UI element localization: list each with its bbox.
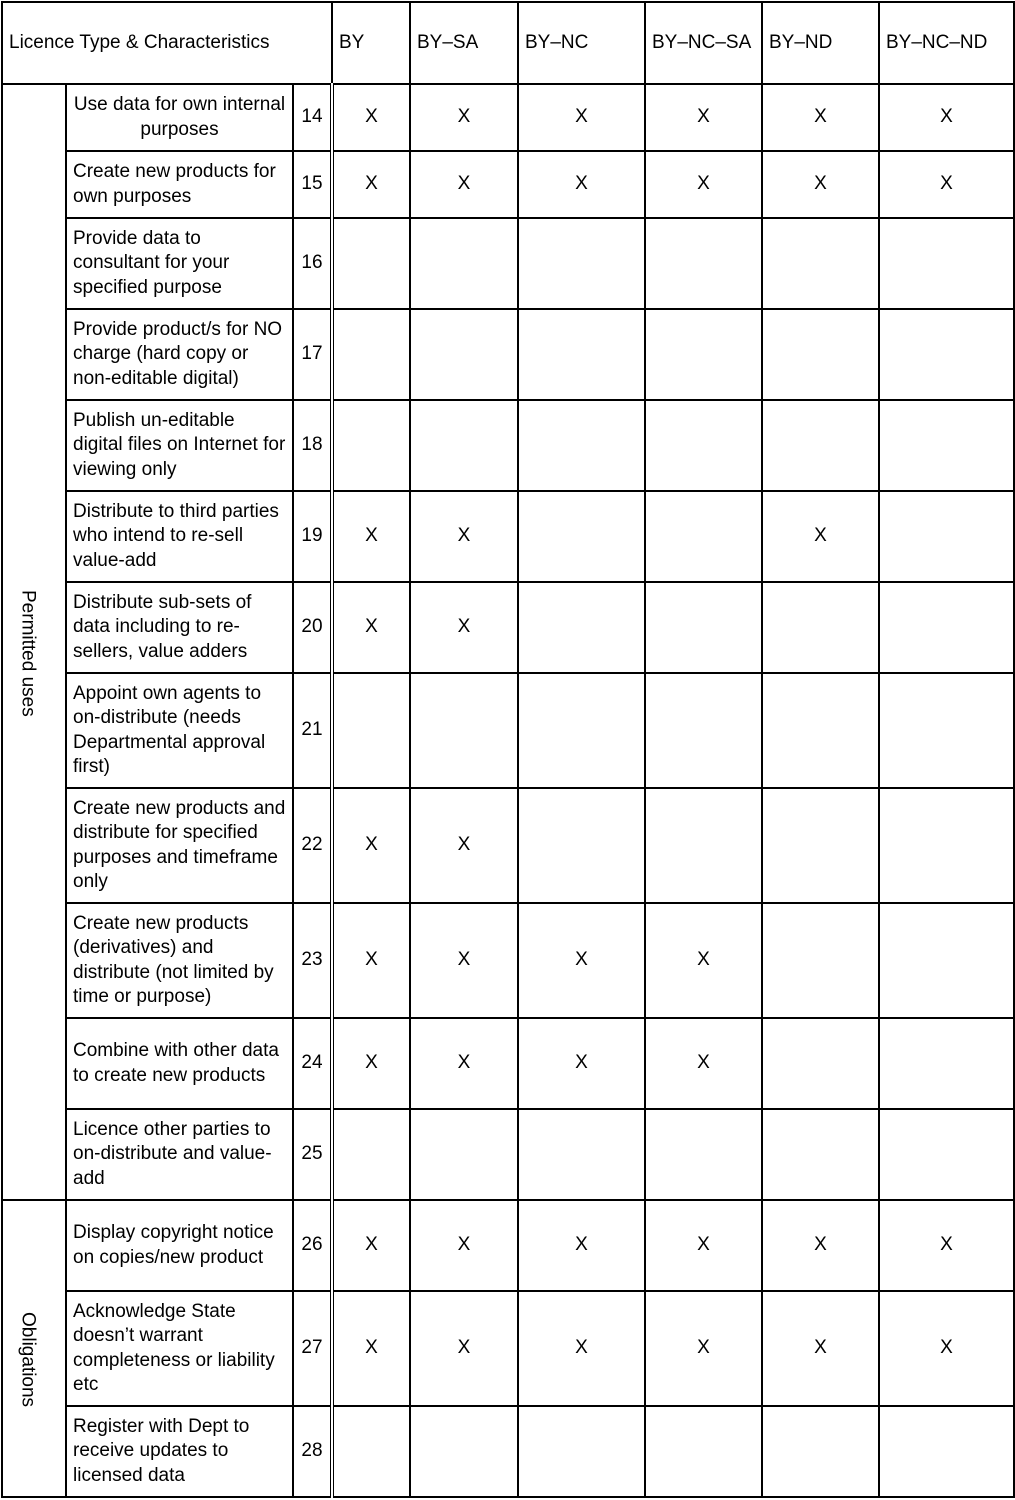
table-row — [2, 1018, 1014, 1109]
permission-mark: X — [762, 491, 879, 582]
permission-mark: X — [332, 788, 410, 903]
table-row — [2, 84, 1014, 151]
licence-comparison-table — [1, 1, 1015, 1498]
permission-mark — [879, 788, 1014, 903]
row-number: 15 — [293, 151, 332, 218]
permission-mark — [645, 1406, 762, 1497]
permission-mark — [645, 491, 762, 582]
row-number: 16 — [293, 218, 332, 309]
table-row — [2, 788, 1014, 903]
permission-mark: X — [410, 1018, 518, 1109]
permission-mark — [879, 400, 1014, 491]
row-number: 23 — [293, 903, 332, 1018]
permission-mark — [879, 903, 1014, 1018]
permission-mark — [645, 788, 762, 903]
table-row — [2, 151, 1014, 218]
permission-mark: X — [762, 1291, 879, 1406]
row-number: 18 — [293, 400, 332, 491]
licence-column-header: BY–NC–SA — [645, 2, 762, 84]
row-number: 24 — [293, 1018, 332, 1109]
permission-mark — [518, 218, 645, 309]
row-description: Publish un-editable digital files on Internet for viewing only — [66, 400, 293, 491]
group-label-cell — [2, 1200, 66, 1497]
permission-mark: X — [410, 788, 518, 903]
permission-mark: X — [332, 582, 410, 673]
table-body — [2, 2, 1014, 1497]
permission-mark — [762, 1018, 879, 1109]
permission-mark — [879, 582, 1014, 673]
permission-mark: X — [518, 151, 645, 218]
licence-column-header: BY — [332, 2, 410, 84]
permission-mark: X — [518, 84, 645, 151]
row-description: Distribute to third parties who intend to re-sell value-add — [66, 491, 293, 582]
permission-mark — [762, 673, 879, 788]
permission-mark — [879, 218, 1014, 309]
table-row — [2, 309, 1014, 400]
permission-mark — [879, 309, 1014, 400]
permission-mark: X — [410, 1291, 518, 1406]
permission-mark — [410, 218, 518, 309]
row-number: 20 — [293, 582, 332, 673]
permission-mark: X — [332, 903, 410, 1018]
permission-mark — [762, 218, 879, 309]
permission-mark — [410, 1109, 518, 1200]
permission-mark — [762, 903, 879, 1018]
permission-mark — [518, 582, 645, 673]
group-label-cell — [2, 84, 66, 1200]
permission-mark — [518, 1109, 645, 1200]
permission-mark: X — [518, 1291, 645, 1406]
table-row — [2, 1406, 1014, 1497]
permission-mark — [645, 582, 762, 673]
permission-mark: X — [410, 491, 518, 582]
row-description: Provide product/s for NO charge (hard copy or non-editable digital) — [66, 309, 293, 400]
permission-mark — [879, 1109, 1014, 1200]
permission-mark — [645, 673, 762, 788]
permission-mark: X — [332, 84, 410, 151]
row-description: Create new products for own purposes — [66, 151, 293, 218]
permission-mark — [879, 1406, 1014, 1497]
row-description: Distribute sub-sets of data including to re-sellers, value adders — [66, 582, 293, 673]
permission-mark — [332, 1406, 410, 1497]
permission-mark — [762, 1109, 879, 1200]
table-row — [2, 903, 1014, 1018]
table-row — [2, 1200, 1014, 1291]
permission-mark: X — [762, 84, 879, 151]
row-number: 26 — [293, 1200, 332, 1291]
permission-mark — [762, 582, 879, 673]
permission-mark — [518, 491, 645, 582]
permission-mark: X — [645, 151, 762, 218]
permission-mark: X — [518, 1200, 645, 1291]
permission-mark — [762, 309, 879, 400]
group-label: Permitted uses — [17, 589, 39, 717]
permission-mark — [332, 218, 410, 309]
row-number: 21 — [293, 673, 332, 788]
permission-mark — [645, 218, 762, 309]
permission-mark: X — [762, 151, 879, 218]
row-number: 17 — [293, 309, 332, 400]
permission-mark: X — [645, 1018, 762, 1109]
permission-mark: X — [879, 1291, 1014, 1406]
permission-mark: X — [762, 1200, 879, 1291]
permission-mark — [879, 1018, 1014, 1109]
permission-mark: X — [410, 1200, 518, 1291]
table-row — [2, 218, 1014, 309]
row-description: Use data for own internal purposes — [66, 84, 293, 151]
row-description: Provide data to consultant for your specified purpose — [66, 218, 293, 309]
permission-mark — [518, 788, 645, 903]
permission-mark: X — [332, 1291, 410, 1406]
permission-mark: X — [645, 84, 762, 151]
permission-mark — [518, 673, 645, 788]
row-number: 27 — [293, 1291, 332, 1406]
permission-mark — [645, 400, 762, 491]
permission-mark: X — [332, 1200, 410, 1291]
permission-mark: X — [332, 491, 410, 582]
permission-mark — [332, 309, 410, 400]
permission-mark — [410, 309, 518, 400]
permission-mark: X — [410, 84, 518, 151]
table-row — [2, 582, 1014, 673]
permission-mark — [645, 1109, 762, 1200]
row-description: Register with Dept to receive updates to licensed data — [66, 1406, 293, 1497]
row-number: 19 — [293, 491, 332, 582]
licence-column-header: BY–NC — [518, 2, 645, 84]
permission-mark — [332, 673, 410, 788]
permission-mark — [879, 491, 1014, 582]
corner-header-label: Licence Type & Characteristics — [2, 2, 332, 84]
row-description: Create new products (derivatives) and distribute (not limited by time or purpose) — [66, 903, 293, 1018]
row-description: Acknowledge State doesn’t warrant completeness or liability etc — [66, 1291, 293, 1406]
licence-column-header: BY–SA — [410, 2, 518, 84]
table-row — [2, 1109, 1014, 1200]
permission-mark: X — [518, 903, 645, 1018]
permission-mark: X — [410, 903, 518, 1018]
group-label: Obligations — [17, 1311, 39, 1408]
table-row — [2, 400, 1014, 491]
row-description: Create new products and distribute for specified purposes and timeframe only — [66, 788, 293, 903]
permission-mark: X — [645, 903, 762, 1018]
permission-mark — [332, 1109, 410, 1200]
permission-mark — [762, 788, 879, 903]
table-row — [2, 1291, 1014, 1406]
permission-mark: X — [410, 151, 518, 218]
permission-mark — [879, 673, 1014, 788]
permission-mark: X — [879, 84, 1014, 151]
row-description: Display copyright notice on copies/new product — [66, 1200, 293, 1291]
row-number: 28 — [293, 1406, 332, 1497]
permission-mark — [762, 1406, 879, 1497]
table-row — [2, 673, 1014, 788]
permission-mark — [762, 400, 879, 491]
permission-mark — [645, 309, 762, 400]
permission-mark — [410, 673, 518, 788]
permission-mark — [518, 400, 645, 491]
permission-mark: X — [879, 1200, 1014, 1291]
row-description: Appoint own agents to on-distribute (needs Departmental approval first) — [66, 673, 293, 788]
permission-mark: X — [332, 1018, 410, 1109]
licence-column-header: BY–ND — [762, 2, 879, 84]
permission-mark — [518, 1406, 645, 1497]
row-number: 25 — [293, 1109, 332, 1200]
permission-mark — [332, 400, 410, 491]
permission-mark: X — [645, 1200, 762, 1291]
permission-mark — [410, 1406, 518, 1497]
table-row — [2, 491, 1014, 582]
permission-mark — [518, 309, 645, 400]
permission-mark: X — [879, 151, 1014, 218]
permission-mark — [410, 400, 518, 491]
permission-mark: X — [332, 151, 410, 218]
licence-column-header: BY–NC–ND — [879, 2, 1014, 84]
row-description: Combine with other data to create new products — [66, 1018, 293, 1109]
permission-mark: X — [518, 1018, 645, 1109]
row-number: 14 — [293, 84, 332, 151]
header-row — [2, 2, 1014, 84]
permission-mark: X — [645, 1291, 762, 1406]
permission-mark: X — [410, 582, 518, 673]
row-number: 22 — [293, 788, 332, 903]
row-description: Licence other parties to on-distribute and value-add — [66, 1109, 293, 1200]
